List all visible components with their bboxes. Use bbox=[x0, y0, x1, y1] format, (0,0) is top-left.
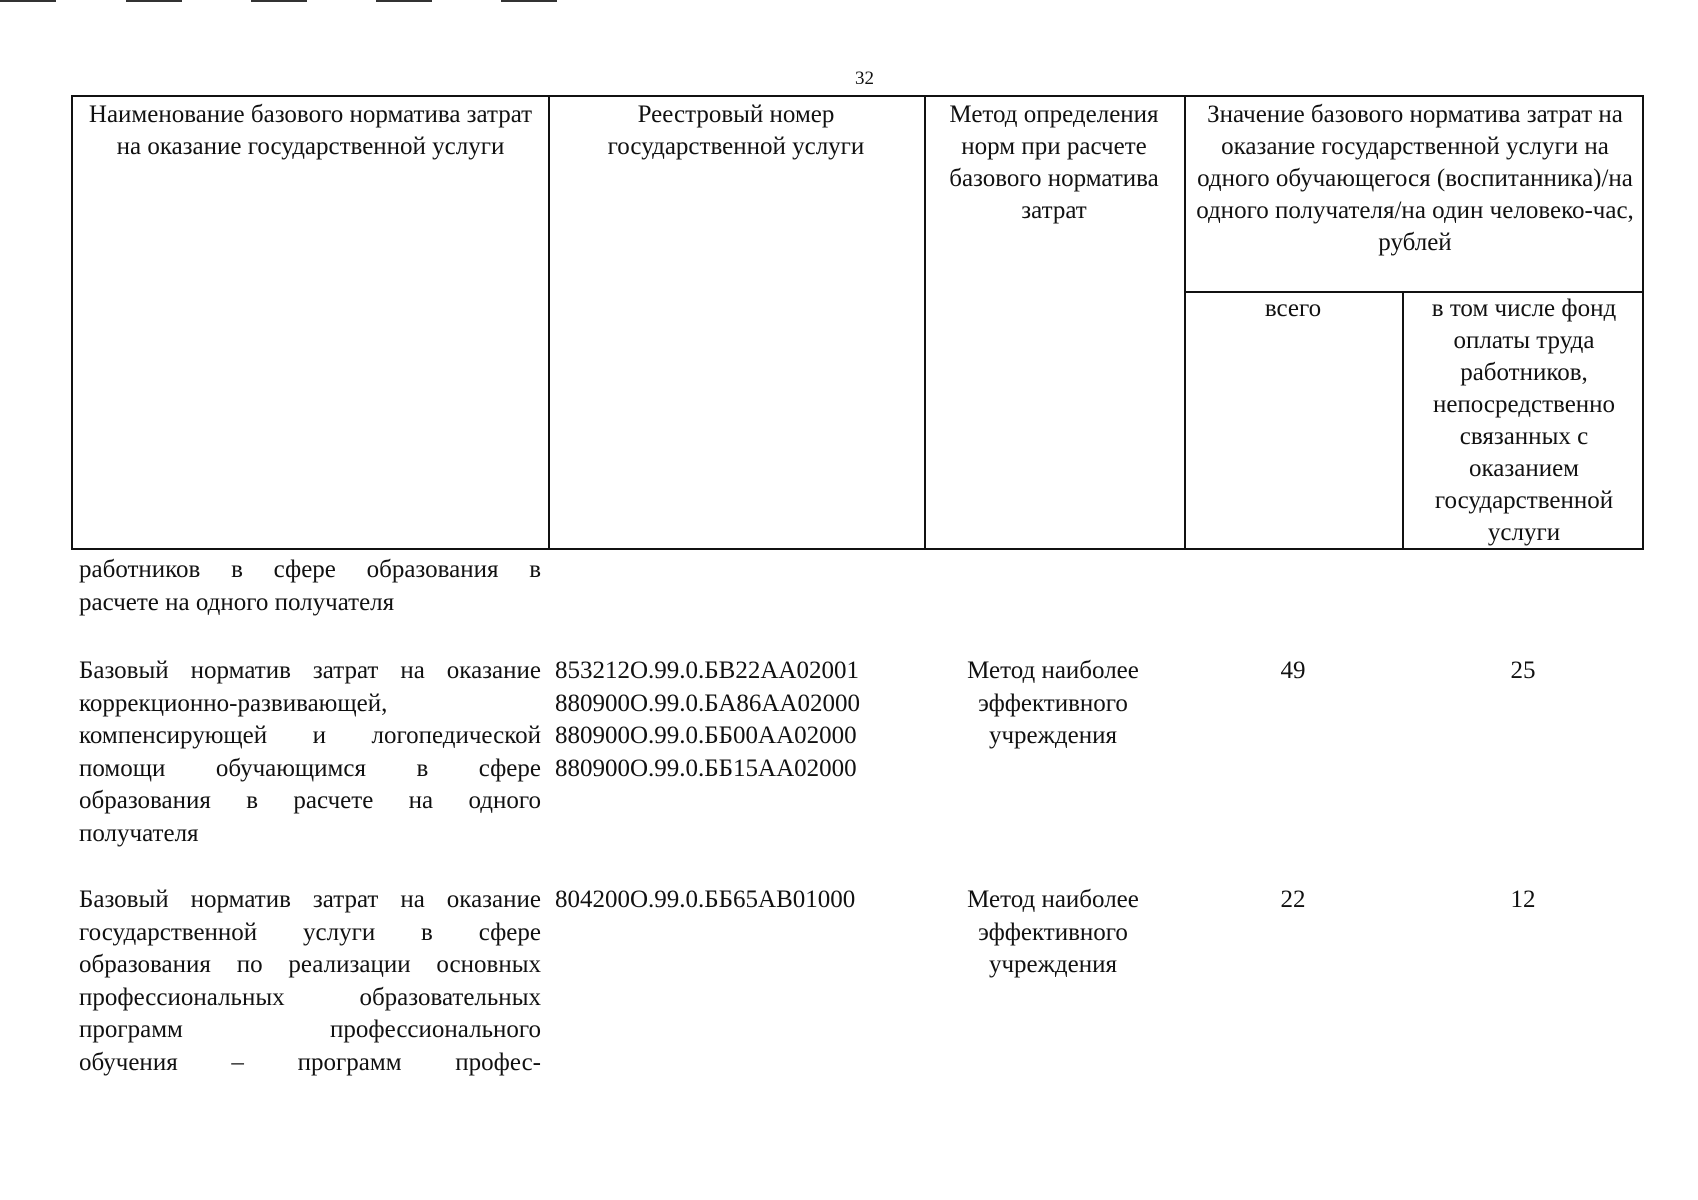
top-edge-mark bbox=[376, 0, 432, 2]
top-edge-mark bbox=[501, 0, 557, 2]
table-header bbox=[71, 95, 1644, 550]
text-line: Базовый норматив затрат на оказание bbox=[79, 886, 541, 913]
header-name: Наименование базового норматива затрат на оказание государственной услуги bbox=[88, 101, 533, 160]
continuation-text bbox=[79, 554, 541, 619]
row-1-method bbox=[922, 655, 1184, 753]
text-line: помощи обучающимся в сфере bbox=[79, 754, 541, 782]
text-line: коррекционно-развивающей, bbox=[79, 689, 388, 717]
text-line: программ профессионального bbox=[79, 1016, 541, 1043]
text-line: эффективного bbox=[978, 918, 1128, 946]
registry-code: 880900О.99.0.ББ00АА02000 bbox=[555, 722, 857, 749]
row-2-total: 22 bbox=[1280, 886, 1306, 913]
registry-code: 804200О.99.0.ББ65АВ01000 bbox=[555, 886, 856, 913]
text-line: получателя bbox=[79, 819, 199, 847]
text-line: учреждения bbox=[988, 951, 1117, 978]
row-2-codes bbox=[555, 884, 855, 917]
text-line: учреждения bbox=[988, 722, 1117, 749]
text-line: Метод наиболее bbox=[967, 657, 1139, 684]
header-total: всего bbox=[1264, 295, 1322, 322]
row-1-payroll: 25 bbox=[1510, 657, 1536, 684]
text-line: компенсирующей и логопедической bbox=[79, 722, 541, 749]
row-1-total: 49 bbox=[1280, 657, 1306, 684]
text-line: образования в расчете на одного bbox=[79, 787, 541, 814]
page-number: 32 bbox=[855, 68, 874, 89]
row-1-codes bbox=[555, 655, 860, 785]
text-line: Метод наиболее bbox=[967, 886, 1139, 913]
text-line: обучения – программ профес- bbox=[79, 1048, 541, 1076]
header-value: Значение базового норматива затрат на оказание государственной услуги на одного обучающегося (воспитанника)/на одного получателя/на один человеко-час, рублей bbox=[1196, 101, 1634, 256]
registry-code: 853212О.99.0.БВ22АА02001 bbox=[555, 657, 859, 684]
text-line: Базовый норматив затрат на оказание bbox=[79, 657, 541, 684]
text-line: работников в сфере образования в bbox=[79, 556, 541, 583]
header-registry-number: Реестровый номер государственной услуги bbox=[607, 101, 865, 160]
registry-code: 880900О.99.0.ББ15АА02000 bbox=[555, 754, 857, 782]
top-edge-mark bbox=[0, 0, 56, 2]
row-1-name bbox=[79, 655, 541, 850]
header-method: Метод определения норм при расчете базового норматива затрат bbox=[949, 101, 1159, 224]
top-edge-mark bbox=[126, 0, 182, 2]
row-2-name bbox=[79, 884, 541, 1079]
header-payroll: в том числе фонд оплаты труда работников, непосредственно связанных с оказанием государственной услуги bbox=[1431, 295, 1617, 546]
registry-code: 880900О.99.0.БА86АА02000 bbox=[555, 689, 860, 717]
column-divider bbox=[548, 97, 550, 548]
text-line: профессиональных образовательных bbox=[79, 983, 541, 1011]
text-line: эффективного bbox=[978, 689, 1128, 717]
text-line: государственной услуги в сфере bbox=[79, 918, 541, 946]
text-line: образования по реализации основных bbox=[79, 951, 541, 978]
top-edge-mark bbox=[251, 0, 307, 2]
row-2-method bbox=[922, 884, 1184, 982]
row-2-payroll: 12 bbox=[1510, 886, 1536, 913]
text-line: расчете на одного получателя bbox=[79, 588, 395, 616]
